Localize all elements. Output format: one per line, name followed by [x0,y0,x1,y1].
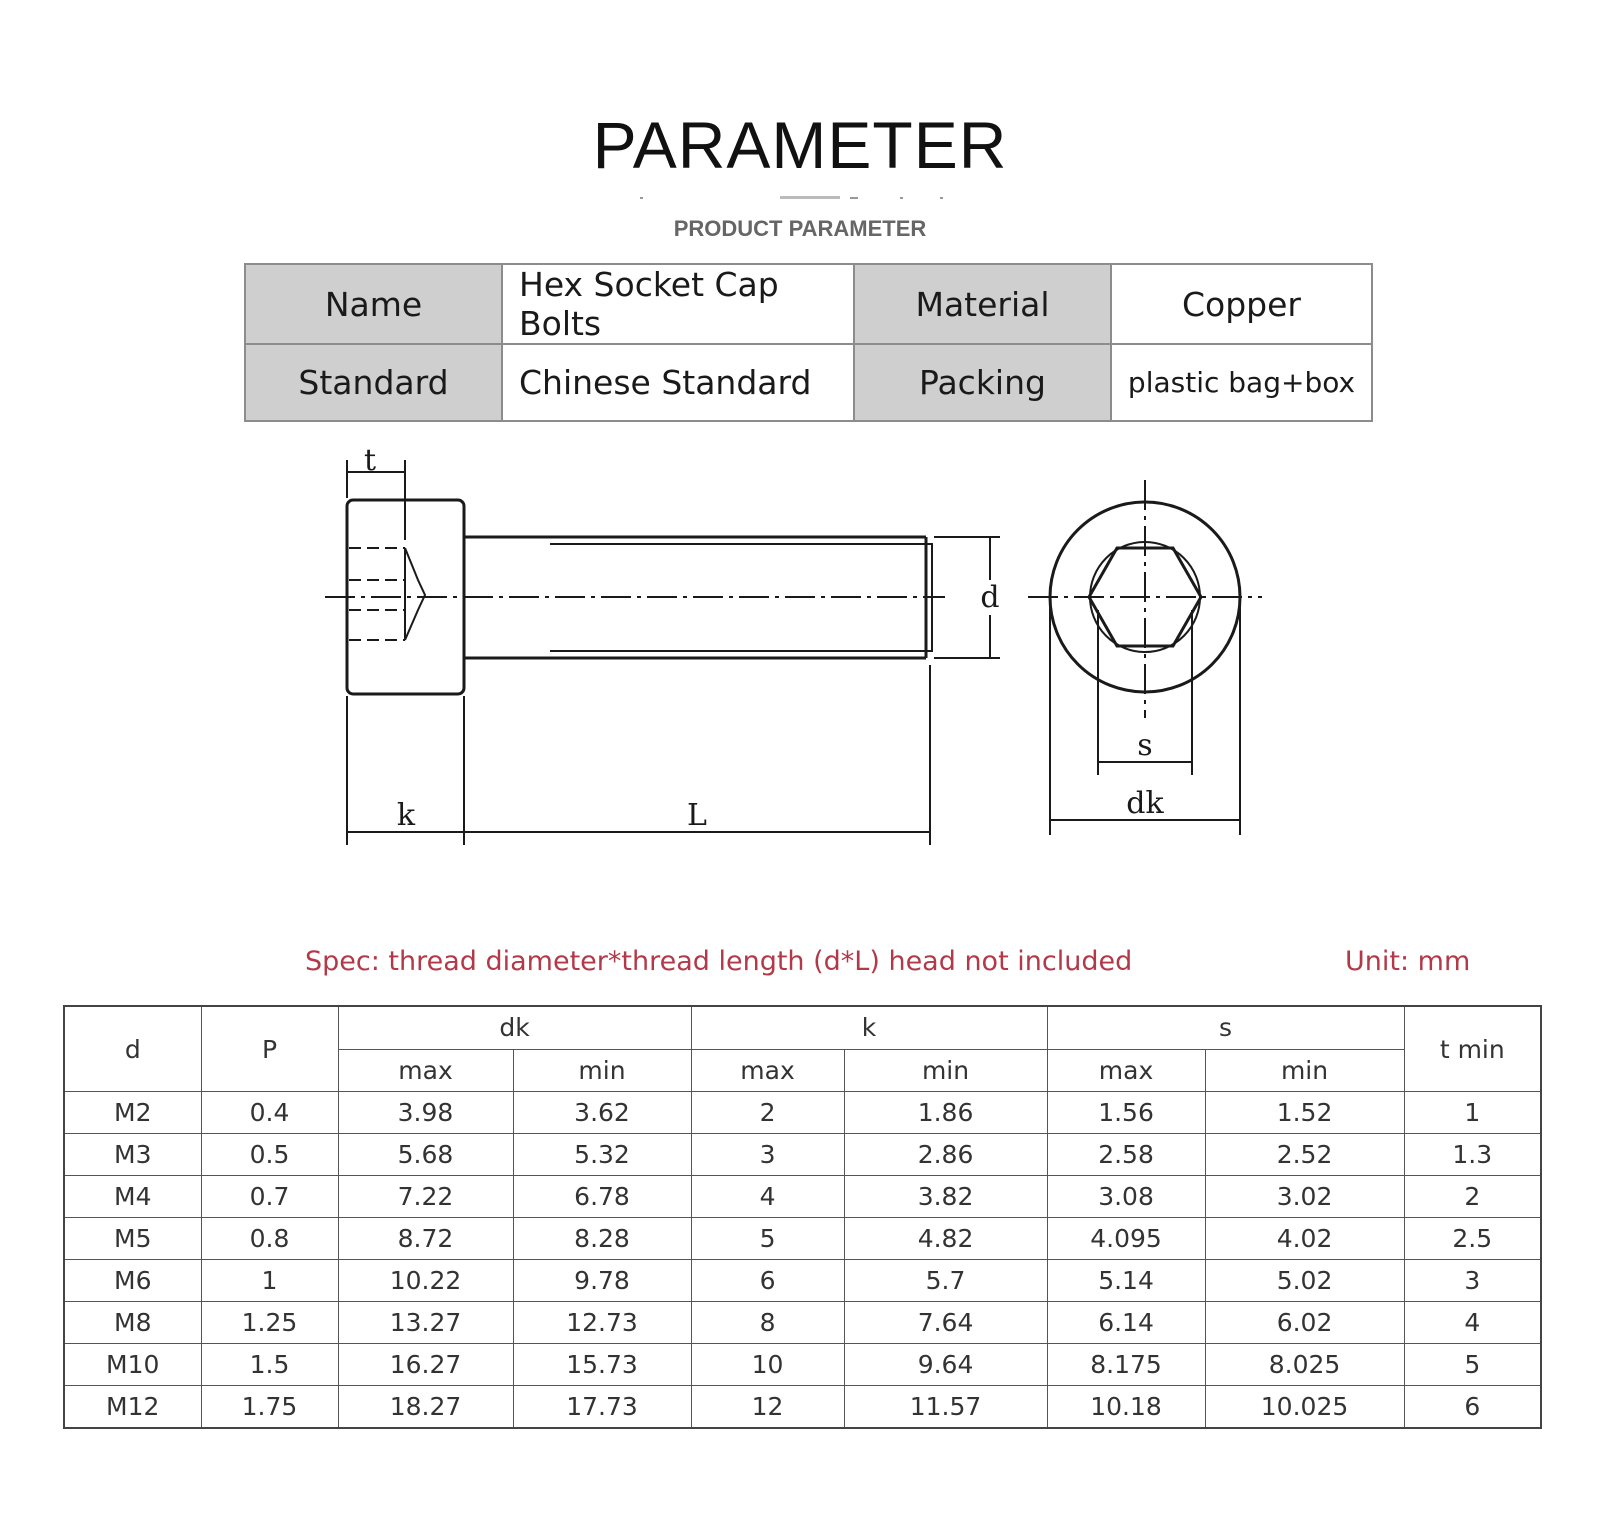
cell: 4.82 [844,1218,1047,1260]
cell: 0.4 [201,1092,338,1134]
cell: 6 [1404,1386,1541,1429]
cell: 5.7 [844,1260,1047,1302]
cell: 5.68 [338,1134,513,1176]
cell: 18.27 [338,1386,513,1429]
cell: 17.73 [513,1386,691,1429]
cell: 1.86 [844,1092,1047,1134]
col-tmin: t min [1404,1006,1541,1092]
bolt-diagram [0,440,1600,880]
cell: 8.025 [1205,1344,1404,1386]
cell: 16.27 [338,1344,513,1386]
name-label: Name [245,264,502,344]
cell: 12 [691,1386,844,1429]
cell: 2.58 [1047,1134,1205,1176]
cell: 0.5 [201,1134,338,1176]
standard-value: Chinese Standard [502,344,854,421]
col-k-max: max [691,1049,844,1092]
table-row [64,1344,1541,1386]
cell: 3.08 [1047,1176,1205,1218]
cell: 4 [691,1176,844,1218]
cell: M5 [64,1218,201,1260]
label-s: s [1137,728,1153,763]
col-d: d [64,1006,201,1092]
cell: 7.22 [338,1176,513,1218]
col-dk: dk [338,1006,691,1049]
label-d: d [980,580,1000,615]
title-divider [640,196,960,200]
cell: 15.73 [513,1344,691,1386]
cell: 6.02 [1205,1302,1404,1344]
cell: 8 [691,1302,844,1344]
cell: 3.82 [844,1176,1047,1218]
cell: M2 [64,1092,201,1134]
cell: 10.22 [338,1260,513,1302]
name-value: Hex Socket Cap Bolts [502,264,854,344]
info-row-standard [245,344,1372,421]
cell: 10.025 [1205,1386,1404,1429]
cell: 1.25 [201,1302,338,1344]
cell: M3 [64,1134,201,1176]
cell: 8.28 [513,1218,691,1260]
cell: 9.64 [844,1344,1047,1386]
cell: 10 [691,1344,844,1386]
cell: 5.14 [1047,1260,1205,1302]
table-row [64,1134,1541,1176]
header-row-1 [64,1006,1541,1049]
col-k: k [691,1006,1047,1049]
page-subtitle: PRODUCT PARAMETER [673,216,927,241]
table-row [64,1176,1541,1218]
cell: 3.98 [338,1092,513,1134]
cell: 3.62 [513,1092,691,1134]
table-row [64,1386,1541,1429]
cell: 5 [1404,1344,1541,1386]
cell: 3 [691,1134,844,1176]
label-t: t [363,443,377,478]
cell: M10 [64,1344,201,1386]
material-label: Material [854,264,1111,344]
cell: 0.8 [201,1218,338,1260]
cell: 6.78 [513,1176,691,1218]
cell: 5 [691,1218,844,1260]
product-info-table [244,263,1373,422]
cell: 2 [1404,1176,1541,1218]
cell: 2.86 [844,1134,1047,1176]
col-dk-min: min [513,1049,691,1092]
col-k-min: min [844,1049,1047,1092]
label-k: k [396,798,416,833]
cell: 9.78 [513,1260,691,1302]
packing-label: Packing [854,344,1111,421]
cell: 1.56 [1047,1092,1205,1134]
cell: 6 [691,1260,844,1302]
cell: 5.02 [1205,1260,1404,1302]
standard-label: Standard [245,344,502,421]
unit-note: Unit: mm [1345,946,1471,977]
cell: 1.5 [201,1344,338,1386]
col-dk-max: max [338,1049,513,1092]
cell: 4 [1404,1302,1541,1344]
cell: 13.27 [338,1302,513,1344]
col-s-min: min [1205,1049,1404,1092]
cell: 7.64 [844,1302,1047,1344]
table-row [64,1218,1541,1260]
cell: 8.175 [1047,1344,1205,1386]
info-row-name [245,264,1372,344]
cell: 10.18 [1047,1386,1205,1429]
table-row [64,1302,1541,1344]
table-row [64,1092,1541,1134]
cell: 5.32 [513,1134,691,1176]
col-s: s [1047,1006,1404,1049]
col-p: P [201,1006,338,1092]
cell: 2.5 [1404,1218,1541,1260]
cell: 2 [691,1092,844,1134]
cell: 8.72 [338,1218,513,1260]
page-title: PARAMETER [592,108,1008,182]
cell: 0.7 [201,1176,338,1218]
packing-value: plastic bag+box [1111,344,1372,421]
spec-note: Spec: thread diameter*thread length (d*L) head not included [305,946,1133,977]
cell: 6.14 [1047,1302,1205,1344]
cell: 1 [201,1260,338,1302]
cell: 4.02 [1205,1218,1404,1260]
cell: 1.52 [1205,1092,1404,1134]
cell: 12.73 [513,1302,691,1344]
cell: 3 [1404,1260,1541,1302]
label-dk: dk [1126,786,1164,821]
material-value: Copper [1111,264,1372,344]
cell: M12 [64,1386,201,1429]
cell: 1.75 [201,1386,338,1429]
cell: 1.3 [1404,1134,1541,1176]
col-s-max: max [1047,1049,1205,1092]
cell: M4 [64,1176,201,1218]
cell: M8 [64,1302,201,1344]
cell: 11.57 [844,1386,1047,1429]
label-L: L [687,798,707,833]
cell: 2.52 [1205,1134,1404,1176]
table-row [64,1260,1541,1302]
cell: M6 [64,1260,201,1302]
cell: 3.02 [1205,1176,1404,1218]
cell: 1 [1404,1092,1541,1134]
spec-table [63,1005,1542,1429]
cell: 4.095 [1047,1218,1205,1260]
